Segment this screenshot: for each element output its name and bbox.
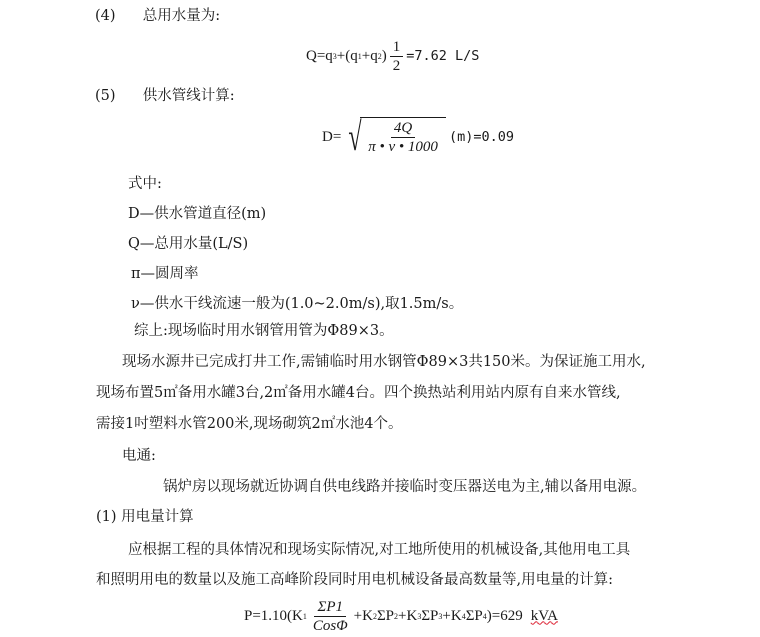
formula-term: +(q: [336, 47, 358, 64]
section4-number: (4): [95, 8, 116, 24]
legend-summary: 综上:现场临时用水钢管用管为Φ89×3。: [134, 323, 394, 339]
formula-term: ΣP: [421, 607, 439, 624]
formula-lhs: Q=q: [306, 47, 333, 64]
legend-item-q: Q—总用水量(L/S): [128, 236, 249, 252]
electric-intro: 锅炉房以现场就近协调自供电线路并接临时变压器送电为主,辅以备用电源。: [163, 479, 647, 495]
section4-title: 总用水量为:: [142, 8, 221, 24]
formula-term: +q: [361, 47, 378, 64]
legend-item-pi: π—圆周率: [131, 266, 199, 282]
formula-result: =7.62 L/S: [406, 48, 480, 64]
formula-term: ΣP: [465, 607, 483, 624]
radicand: [360, 117, 446, 157]
fraction-numerator: ΣP1: [314, 598, 346, 617]
fraction: [365, 119, 441, 156]
subscript: 3: [438, 611, 443, 621]
section4-heading: [95, 6, 220, 26]
subscript: 4: [482, 611, 487, 621]
subscript: 4: [461, 611, 466, 621]
electric-paragraph-line-1: 应根据工程的具体情况和现场实际情况,对工地所使用的机械设备,其他用电工具: [128, 542, 631, 558]
formula-term: +K: [398, 607, 418, 624]
formula-term: ): [381, 47, 387, 64]
electric-subheading: (1) 用电量计算: [96, 509, 194, 525]
section5-title: 供水管线计算:: [142, 88, 235, 104]
radical-icon: √: [348, 114, 362, 159]
formula-term: +K: [442, 607, 462, 624]
legend-title: 式中:: [128, 176, 162, 192]
fraction-denominator: CosΦ: [312, 617, 348, 634]
power-formula: [244, 595, 558, 637]
formula-term: ΣP: [376, 607, 395, 624]
legend-item-v: ν—供水干线流速一般为(1.0~2.0m/s),取1.5m/s。: [131, 296, 464, 312]
electric-paragraph-line-2: 和照明用电的数量以及施工高峰阶段同时用电机械设备最高数量等,用电量的计算:: [96, 572, 613, 588]
formula-term: +K: [353, 607, 373, 624]
fraction-numerator: 1: [390, 38, 404, 57]
total-water-formula: [306, 36, 479, 76]
formula-lhs: D=: [322, 128, 342, 145]
legend-item-d: D—供水管道直径(m): [128, 206, 267, 222]
water-paragraph-line-2: 现场布置5㎡备用水罐3台,2㎡备用水罐4台。四个换热站利用站内原有自来水管线,: [96, 385, 621, 401]
subscript: 2: [394, 611, 399, 621]
fraction: [310, 598, 351, 635]
subscript: 1: [357, 51, 362, 61]
fraction-numerator: 4Q: [391, 119, 415, 138]
water-paragraph-line-3: 需接1吋塑料水管200米,现场砌筑2㎡水池4个。: [96, 416, 403, 432]
square-root: [344, 114, 446, 159]
fraction-half: [390, 38, 404, 75]
formula-result: )=629: [486, 607, 523, 624]
water-paragraph-line-1: 现场水源井已完成打井工作,需铺临时用水钢管Φ89×3共150米。为保证施工用水,: [122, 354, 646, 370]
subscript: 2: [377, 51, 382, 61]
subscript: 3: [417, 611, 422, 621]
fraction-denominator: π • ν • 1000: [368, 139, 438, 155]
subscript: 3: [332, 51, 337, 61]
section5-heading: [95, 86, 235, 106]
fraction-denominator: 2: [392, 57, 401, 74]
pipe-diameter-formula: [322, 114, 514, 160]
formula-unit: kVA: [530, 607, 558, 624]
subscript: 1: [302, 611, 307, 621]
formula-term: P=1.10(K: [244, 607, 303, 624]
section5-number: (5): [95, 88, 116, 104]
electric-heading: 电通:: [122, 448, 156, 464]
subscript: 2: [372, 611, 377, 621]
formula-result: (m)=0.09: [448, 129, 514, 145]
